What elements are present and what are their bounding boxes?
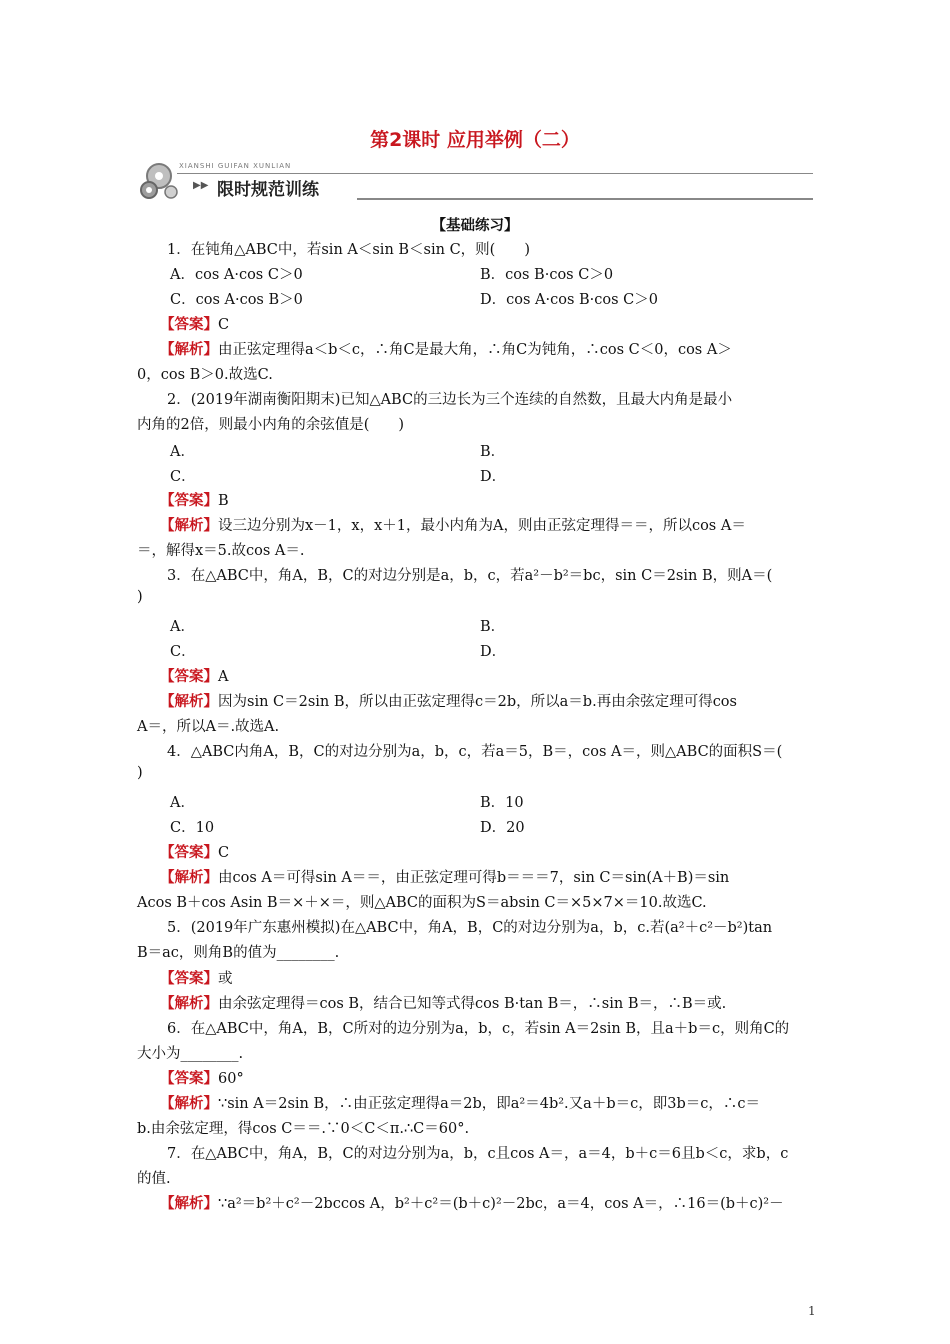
q3-option-a: A． <box>170 619 195 635</box>
analysis-tag: 【解析】 <box>160 1095 218 1112</box>
analysis-tag: 【解析】 <box>160 869 218 886</box>
q4-analysis <box>160 866 729 887</box>
q2-answer <box>160 489 229 510</box>
q4-option-d: D．20 <box>480 820 525 836</box>
q7-analysis-text-1: ∵a²＝b²＋c²－2bccos A，b²＋c²＝(b＋c)²－2bc，a＝4，cos A＝，∴16＝(b＋c)²－ <box>218 1196 784 1212</box>
banner-rule-top <box>177 173 813 174</box>
q6-stem-1: 6．在△ABC中，角A，B，C所对的边分别为a，b，c，若sin A＝2sin B，且a＋b＝c，则角C的 <box>167 1021 790 1037</box>
analysis-tag: 【解析】 <box>160 1195 218 1212</box>
q1-option-a: A．cos A·cos C＞0 <box>170 267 303 283</box>
banner-rule-bottom <box>357 198 813 200</box>
q4-stem-2: ) <box>137 765 143 781</box>
q3-option-b: B． <box>480 619 506 635</box>
q5-stem-2: B＝ac，则角B的值为________. <box>137 945 340 961</box>
q2-analysis-text-2: ＝，解得x＝5.故cos A＝. <box>137 543 305 559</box>
q4-option-a: A． <box>170 795 195 811</box>
analysis-tag: 【解析】 <box>160 693 218 710</box>
q1-stem: 1．在钝角△ABC中，若sin A＜sin B＜sin C，则( ) <box>167 242 530 258</box>
q7-analysis <box>160 1192 784 1213</box>
q3-option-d: D． <box>480 644 507 660</box>
page-number: 1 <box>808 1304 816 1318</box>
q4-option-c: C．10 <box>170 820 215 836</box>
section-heading: 【基础练习】 <box>431 217 519 234</box>
q1-option-c: C．cos A·cos B＞0 <box>170 292 303 308</box>
q1-answer <box>160 313 229 334</box>
q1-option-d: D．cos A·cos B·cos C＞0 <box>480 292 658 308</box>
gears-icon <box>137 158 183 202</box>
q6-analysis-text-1: ∵sin A＝2sin B，∴由正弦定理得a＝2b，即a²＝4b².又a＋b＝c，即3b＝c，∴c＝ <box>218 1096 760 1112</box>
answer-tag: 【答案】 <box>160 970 218 987</box>
banner-subtitle: XIANSHI GUIFAN XUNLIAN <box>179 162 292 170</box>
double-chevron-icon: ▶▶ <box>193 180 209 191</box>
analysis-tag: 【解析】 <box>160 341 218 358</box>
page-title: 第2课时 应用举例（二） <box>370 129 580 151</box>
q3-analysis <box>160 690 737 711</box>
q7-stem-1: 7．在△ABC中，角A，B，C的对边分别为a，b，c且cos A＝，a＝4，b＋c＝6且b＜c，求b，c <box>167 1146 789 1162</box>
q3-answer <box>160 665 228 686</box>
analysis-tag: 【解析】 <box>160 995 218 1012</box>
q2-stem-2: 内角的2倍，则最小内角的余弦值是( ) <box>137 417 405 433</box>
q4-analysis-text-2: Acos B＋cos Asin B＝×＋×＝，则△ABC的面积为S＝absin C＝×5×7×＝10.故选C. <box>137 895 707 911</box>
q2-stem-1: 2．(2019年湖南衡阳期末)已知△ABC的三边长为三个连续的自然数，且最大内角是最小 <box>167 392 733 408</box>
q5-analysis-text-1: 由余弦定理得＝cos B，结合已知等式得cos B·tan B＝，∴sin B＝，∴B＝或. <box>218 996 727 1012</box>
answer-tag: 【答案】 <box>160 844 218 861</box>
q2-analysis-text-1: 设三边分别为x－1，x，x＋1，最小内角为A，则由正弦定理得＝＝，所以cos A＝ <box>218 518 746 534</box>
q3-stem-1: 3．在△ABC中，角A，B，C的对边分别是a，b，c，若a²－b²＝bc，sin C＝2sin B，则A＝( <box>167 568 773 584</box>
q6-analysis-text-2: b.由余弦定理，得cos C＝＝.∵0＜C＜π.∴C＝60°. <box>137 1121 470 1137</box>
q4-answer-value: C <box>218 845 230 861</box>
q6-analysis <box>160 1092 760 1113</box>
q1-option-b: B．cos B·cos C＞0 <box>480 267 614 283</box>
answer-tag: 【答案】 <box>160 668 218 685</box>
answer-tag: 【答案】 <box>160 316 218 333</box>
q4-option-b: B．10 <box>480 795 524 811</box>
q2-option-d: D． <box>480 469 507 485</box>
q2-analysis <box>160 514 746 535</box>
q5-analysis <box>160 992 726 1013</box>
q3-answer-value: A <box>218 669 229 685</box>
analysis-tag: 【解析】 <box>160 517 218 534</box>
q1-analysis-text-2: 0，cos B＞0.故选C. <box>137 367 273 383</box>
q1-analysis <box>160 338 732 359</box>
q3-stem-2: ) <box>137 589 143 605</box>
q4-stem-1: 4．△ABC内角A，B，C的对边分别为a，b，c，若a＝5，B＝，cos A＝，则△ABC的面积S＝( <box>167 744 783 760</box>
q6-answer-value: 60° <box>218 1071 244 1087</box>
q2-option-c: C． <box>170 469 196 485</box>
section-banner <box>137 158 813 204</box>
q5-answer-value: 或 <box>218 971 233 987</box>
q1-answer-value: C <box>218 317 230 333</box>
q3-option-c: C． <box>170 644 196 660</box>
q4-analysis-text-1: 由cos A＝可得sin A＝＝，由正弦定理可得b＝＝＝7，sin C＝sin(A＋B)＝sin <box>218 870 730 886</box>
banner-label: 限时规范训练 <box>217 180 319 200</box>
q2-option-b: B． <box>480 444 506 460</box>
q6-answer <box>160 1067 244 1088</box>
q3-analysis-text-1: 因为sin C＝2sin B，所以由正弦定理得c＝2b，所以a＝b.再由余弦定理可得cos <box>218 694 737 710</box>
q1-analysis-text-1: 由正弦定理得a＜b＜c，∴角C是最大角，∴角C为钝角，∴cos C＜0，cos A＞ <box>218 342 732 358</box>
q7-stem-2: 的值. <box>137 1171 171 1187</box>
q6-stem-2: 大小为________. <box>137 1046 244 1062</box>
q2-answer-value: B <box>218 493 229 509</box>
q3-analysis-text-2: A＝，所以A＝.故选A. <box>137 719 280 735</box>
q4-answer <box>160 841 229 862</box>
q5-answer <box>160 967 233 988</box>
q5-stem-1: 5．(2019年广东惠州模拟)在△ABC中，角A，B，C的对边分别为a，b，c.若(a²＋c²－b²)tan <box>167 920 773 936</box>
answer-tag: 【答案】 <box>160 1070 218 1087</box>
answer-tag: 【答案】 <box>160 492 218 509</box>
q2-option-a: A． <box>170 444 195 460</box>
